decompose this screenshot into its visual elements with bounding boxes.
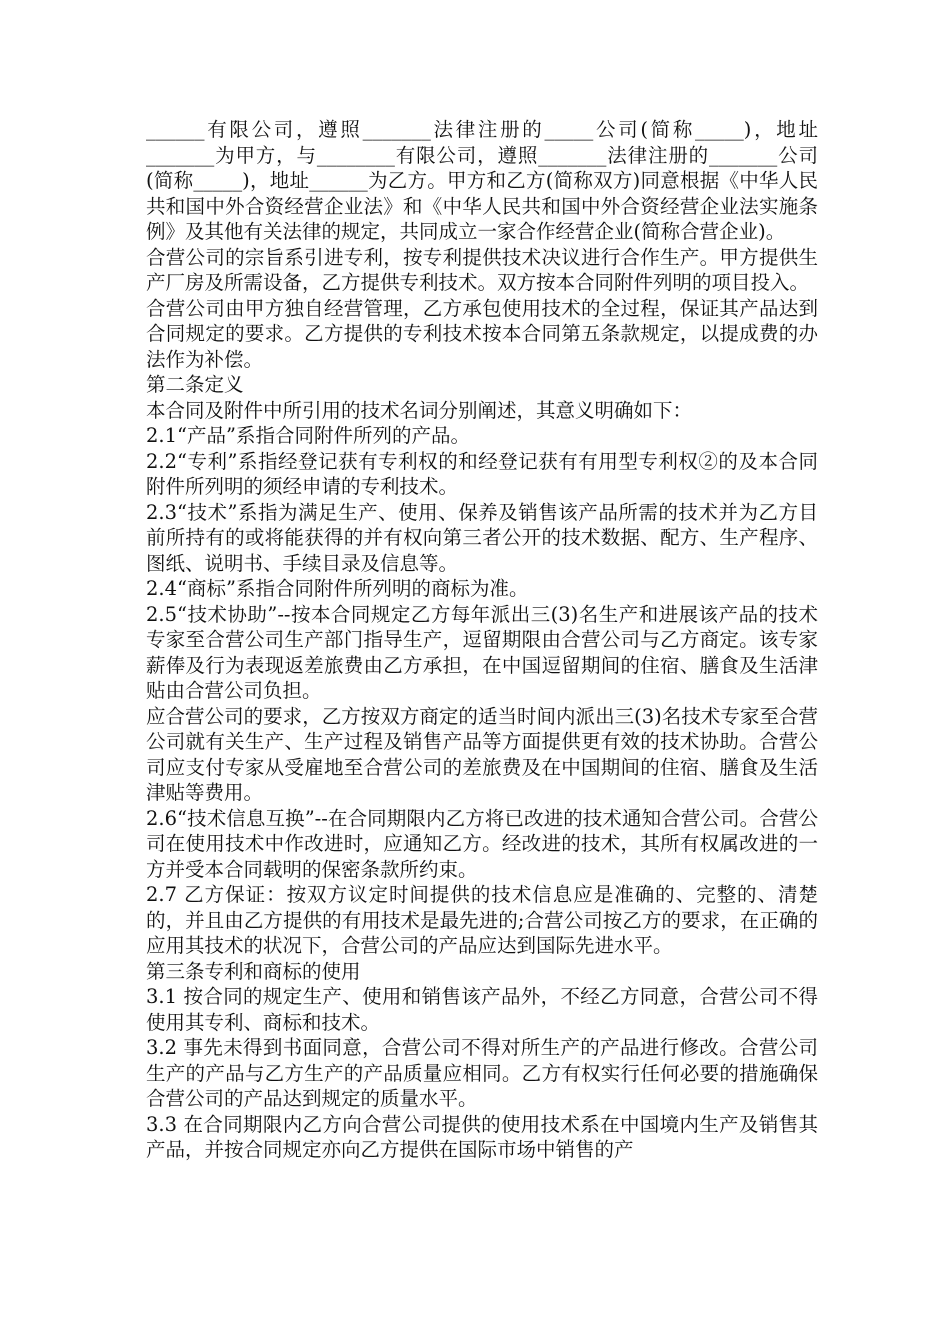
clause-2-4: 2.4“商标”系指合同附件所列明的商标为准。 [146,577,529,600]
paragraph-management: 合营公司由甲方独自经营管理，乙方承包使用技术的全过程，保证其产品达到合同规定的要求。乙方提供的专利技术按本合同第五条款规定，以提成费的办法作为补偿。 [146,296,818,371]
clause-2-5: 2.5“技术协助”--按本合同规定乙方每年派出三(3)名生产和进展该产品的技术专家至合营公司生产部门指导生产，逗留期限由合营公司与乙方商定。该专家薪俸及行为表现返差旅费由乙方承担，在中国逗留期间的住宿、膳食及生活津贴由合营公司负担。 [146,602,818,702]
section-heading-patents-trademarks: 第三条专利和商标的使用 [146,959,361,983]
clause-3-2: 3.2 事先未得到书面同意，合营公司不得对所生产的产品进行修改。合营公司生产的产品与乙方生产的产品质量应相同。乙方有权实行任何必要的措施确保合营公司的产品达到规定的质量水平。 [146,1036,818,1110]
clause-2-2: 2.2“专利”系指经登记获有专利权的和经登记获有有用型专利权②的及本合同附件所列明的须经申请的专利技术。 [146,449,818,498]
clause-2-5-continued: 应合营公司的要求，乙方按双方商定的适当时间内派出三(3)名技术专家至合营公司就有关生产、生产过程及销售产品等方面提供更有效的技术协助。合营公司应支付专家从受雇地至合营公司的差旅费及在中国期间的住宿、膳食及生活津贴等费用。 [146,704,818,804]
clause-3-1: 3.1 按合同的规定生产、使用和销售该产品外，不经乙方同意，合营公司不得使用其专利、商标和技术。 [146,985,818,1034]
paragraph-parties: ______有限公司，遵照_______法律注册的_____公司(简称_____)，地址_______为甲方，与________有限公司，遵照_______法律注册的_______公司(简称_____)，地址______为乙方。甲方和乙方(简称双方)同意根据《中华人民共和国中外合资经营企业法》和《中华人民共和国中外合资经营企业法实施条例》及其他有关法律的规定，共同成立一家合作经营企业(简称合营企业)。 [146,118,818,243]
clause-2-6: 2.6“技术信息互换”--在合同期限内乙方将已改进的技术通知合营公司。合营公司在使用技术中作改进时，应通知乙方。经改进的技术，其所有权属改进的一方并受本合同载明的保密条款所约束。 [146,806,818,881]
document-body [146,117,818,1163]
clause-2-7: 2.7 乙方保证：按双方议定时间提供的技术信息应是准确的、完整的、清楚的，并且由乙方提供的有用技术是最先进的;合营公司按乙方的要求，在正确的应用其技术的状况下，合营公司的产品应达到国际先进水平。 [146,883,818,957]
paragraph-purpose: 合营公司的宗旨系引进专利，按专利提供技术决议进行合作生产。甲方提供生产厂房及所需设备，乙方提供专利技术。双方按本合同附件列明的项目投入。 [146,245,818,294]
clause-2-3: 2.3“技术”系指为满足生产、使用、保养及销售该产品所需的技术并为乙方目前所持有的或将能获得的并有权向第三者公开的技术数据、配方、生产程序、图纸、说明书、手续目录及信息等。 [146,500,818,575]
section-heading-definitions: 第二条定义 [146,373,244,396]
clause-2-1: 2.1“产品”系指合同附件所列的产品。 [146,424,470,447]
paragraph-definitions-intro: 本合同及附件中所引用的技术名词分别阐述，其意义明确如下： [146,398,693,422]
clause-3-3: 3.3 在合同期限内乙方向合营公司提供的使用技术系在中国境内生产及销售其产品，并按合同规定亦向乙方提供在国际市场中销售的产 [146,1112,818,1161]
